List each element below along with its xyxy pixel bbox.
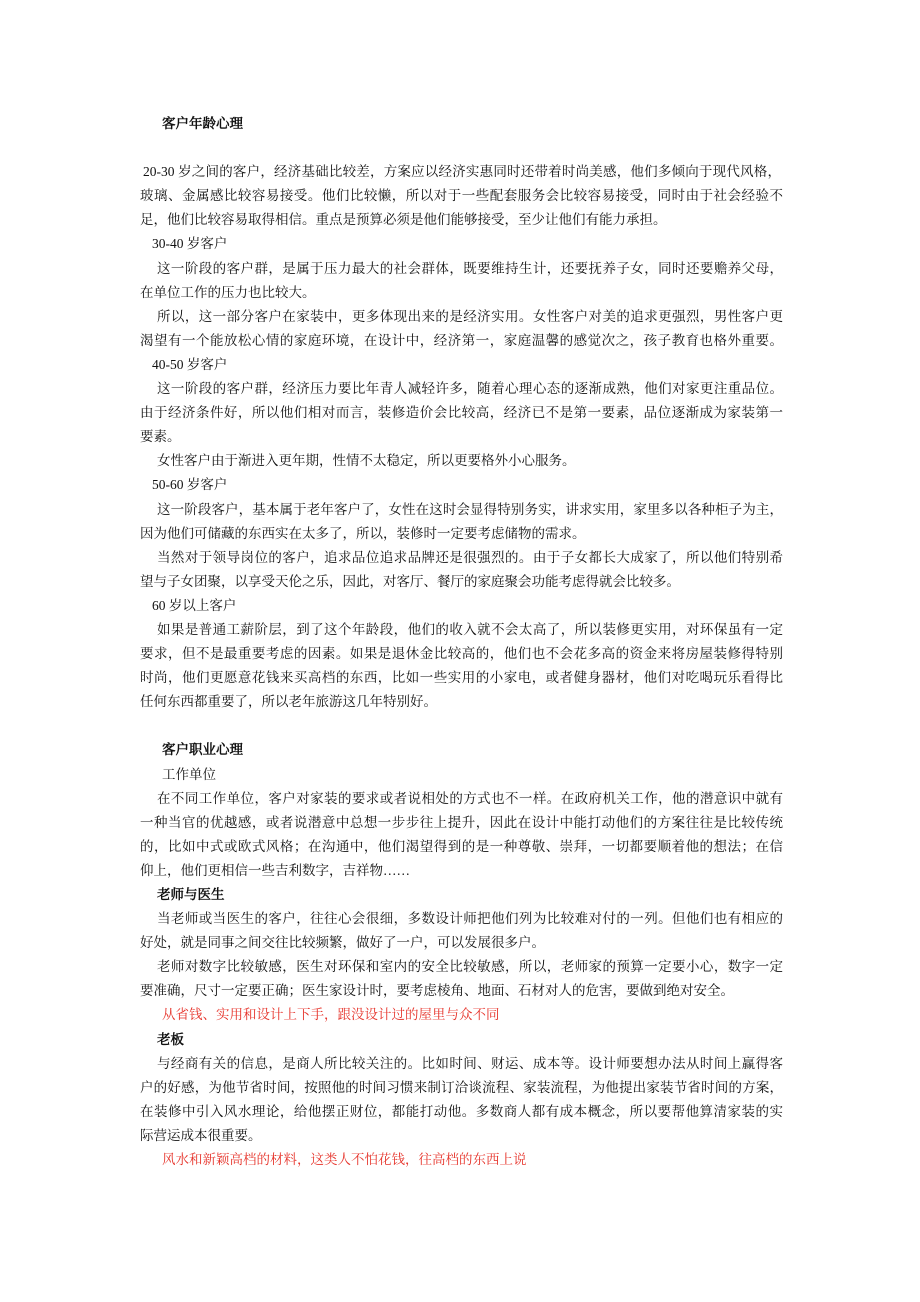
paragraph-line: 足，他们比较容易取得相信。重点是预算必须是他们能够接受，至少让他们有能力承担。	[140, 212, 667, 228]
age-group-30-40	[140, 232, 783, 352]
age-20-30-paragraph	[140, 160, 783, 232]
paragraph-line: 要准确，尺寸一定要正确；医生家设计时，要考虑棱角、地面、石材对人的危害，要做到绝对安全。	[140, 983, 734, 999]
document-page	[140, 112, 783, 1172]
paragraph-line: 户的好感，为他节省时间，按照他的时间习惯来制订洽谈流程、家装流程，为他提出家装节省时间的方案，	[140, 1079, 783, 1095]
paragraph-line: 任何东西都重要了，所以老年旅游这几年特别好。	[140, 694, 437, 710]
spacer	[140, 714, 783, 738]
paragraph-line: 这一阶段客户，基本属于老年客户了，女性在这时会显得特别务实，讲求实用，家里多以各种柜子为主，	[157, 501, 783, 517]
paragraph-line: 女性客户由于渐进入更年期，性情不太稳定，所以更要格外小心服务。	[157, 453, 576, 469]
subsection-label-boss: 老板	[157, 1031, 184, 1047]
paragraph-line: 际营运成本很重要。	[140, 1127, 262, 1143]
paragraph-line: 由于经济条件好，所以他们相对而言，装修造价会比较高，经济已不是第一要素，品位逐渐成为家装第一	[140, 405, 783, 421]
paragraph-line: 玻璃、金属感比较容易接受。他们比较懒，所以对于一些配套服务会比较容易接受，同时由于社会经验不	[140, 188, 783, 204]
paragraph-line: 这一阶段的客户群，是属于压力最大的社会群体，既要维持生计，还要抚养子女，同时还要赡养父母，	[157, 260, 783, 276]
paragraph-line: 老师对数字比较敏感，医生对环保和室内的安全比较敏感，所以，老师家的预算一定要小心，数字一定	[157, 959, 783, 975]
teachers-doctors-block	[140, 883, 783, 1028]
work-unit-block	[140, 763, 783, 883]
age-group-label: 50-60 岁客户	[152, 477, 228, 493]
paragraph-line: 一种当官的优越感，或者说潜意中总想一步步往上提升，因此在设计中能打动他们的方案往往是比较传统	[140, 814, 783, 830]
paragraph-line: 因为他们可储藏的东西实在太多了，所以，装修时一定要考虑储物的需求。	[140, 525, 586, 541]
paragraph-line: 渴望有一个能放松心情的家庭环境，在设计中，经济第一，家庭温馨的感觉次之，孩子教育也格外重要。	[140, 332, 783, 348]
paragraph-line: 当老师或当医生的客户，往往心会很细，多数设计师把他们列为比较难对付的一列。但他们也有相应的	[157, 911, 783, 927]
paragraph-line: 与经商有关的信息，是商人所比较关注的。比如时间、财运、成本等。设计师要想办法从时间上赢得客	[157, 1055, 783, 1071]
paragraph-line: 在不同工作单位，客户对家装的要求或者说相处的方式也不一样。在政府机关工作，他的潜意识中就有	[157, 790, 783, 806]
age-psychology-section	[140, 112, 783, 714]
age-group-60-plus	[140, 594, 783, 714]
paragraph-line: 的，比如中式或欧式风格；在沟通中，他们渴望得到的是一种尊敬、崇拜，一切都要顺着他的想法；在信	[140, 838, 783, 854]
paragraph-line: 望与子女团聚，以享受天伦之乐，因此，对客厅、餐厅的家庭聚会功能考虑得就会比较多。	[140, 573, 680, 589]
highlight-tip: 风水和新颖高档的材料，这类人不怕花钱，往高档的东西上说	[162, 1152, 527, 1168]
paragraph-line: 在单位工作的压力也比较大。	[140, 284, 316, 300]
paragraph-line: 如果是普通工薪阶层，到了这个年龄段，他们的收入就不会太高了，所以装修更实用，对环保虽有一定	[157, 621, 783, 637]
paragraph-line: 时尚，他们更愿意花钱来买高档的东西，比如一些实用的小家电，或者健身器材，他们对吃喝玩乐看得比	[140, 670, 783, 686]
paragraph-line: 当然对于领导岗位的客户，追求品位追求品牌还是很强烈的。由于子女都长大成家了，所以他们特别希	[157, 549, 783, 565]
paragraph-line: 要素。	[140, 429, 181, 445]
section-heading-age: 客户年龄心理	[162, 116, 243, 131]
paragraph-line: 这一阶段的客户群，经济压力要比年青人减轻许多，随着心理心态的逐渐成熟，他们对家更注重品位。	[157, 381, 783, 397]
highlight-tip: 从省钱、实用和设计上下手，跟没设计过的屋里与众不同	[162, 1007, 500, 1023]
paragraph-line: 在装修中引入风水理论，给他摆正财位，都能打动他。多数商人都有成本概念，所以要帮他算清家装的实	[140, 1103, 783, 1119]
profession-psychology-section	[140, 738, 783, 1172]
age-group-label: 60 岁以上客户	[152, 597, 237, 613]
age-group-label: 30-40 岁客户	[152, 236, 228, 252]
paragraph-line: 好处，就是同事之间交往比较频繁，做好了一户，可以发展很多户。	[140, 935, 545, 951]
spacer	[140, 136, 783, 160]
boss-block	[140, 1028, 783, 1173]
subsection-label-teachers-doctors: 老师与医生	[157, 887, 225, 902]
paragraph-line: 要求，但不是最重要考虑的因素。如果是退休金比较高的，他们也不会花多高的资金来将房屋装修得特别	[140, 646, 783, 662]
age-group-label: 40-50 岁客户	[152, 356, 228, 372]
paragraph-line: 20-30 岁之间的客户，经济基础比较差，方案应以经济实惠同时还带着时尚美感，他们多倾向于现代风格，	[143, 164, 781, 180]
subsection-label-work-unit: 工作单位	[162, 766, 216, 782]
section-heading-profession: 客户职业心理	[162, 742, 243, 758]
paragraph-line: 仰上，他们更相信一些吉利数字，吉祥物……	[140, 862, 410, 878]
age-group-50-60	[140, 473, 783, 593]
paragraph-line: 所以，这一部分客户在家装中，更多体现出来的是经济实用。女性客户对美的追求更强烈，男性客户更	[157, 308, 783, 324]
age-group-40-50	[140, 353, 783, 473]
